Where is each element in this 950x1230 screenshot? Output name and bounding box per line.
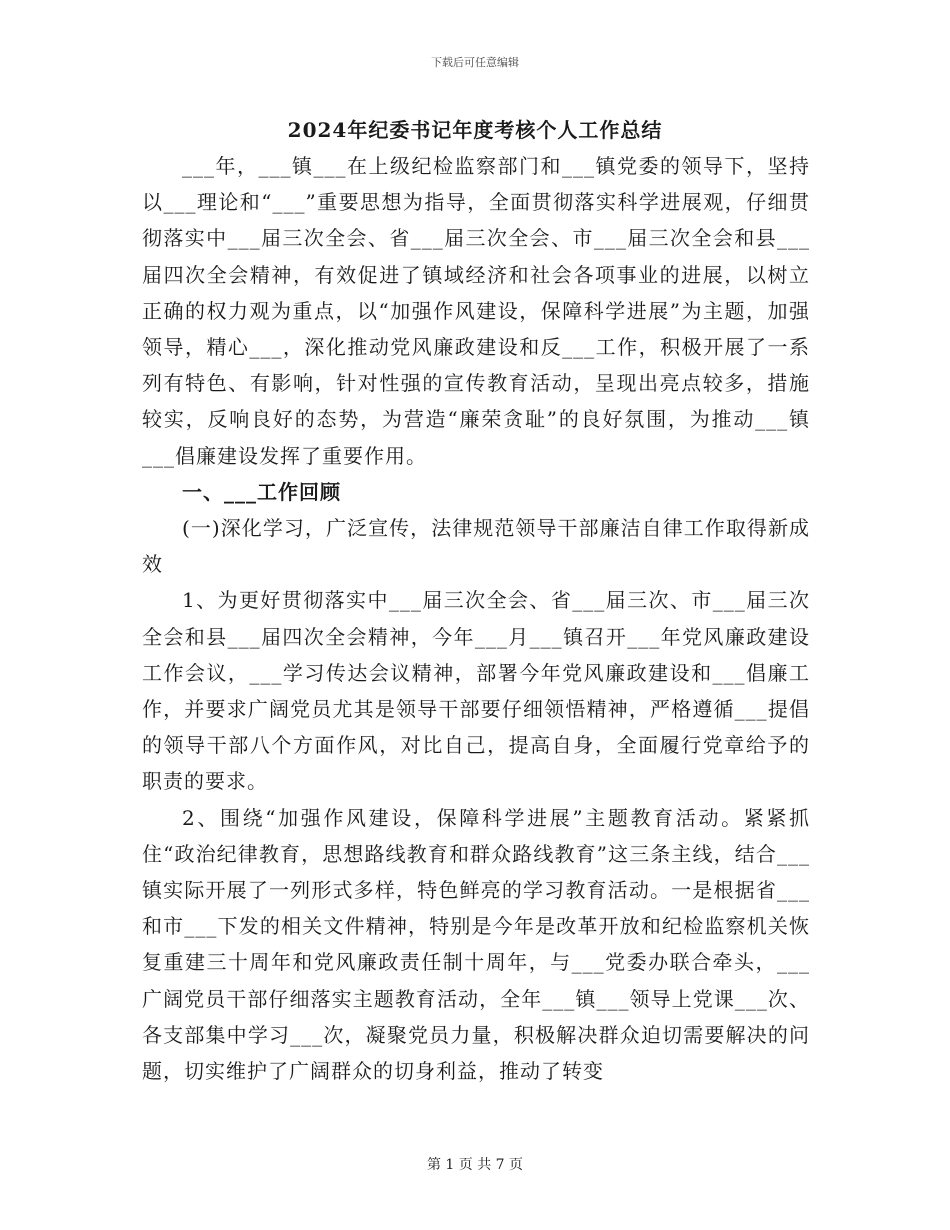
intro-paragraph: ___年，___镇___在上级纪检监察部门和___镇党委的领导下，坚持以___理论和“___”重要思想为指导，全面贯彻落实科学进展观，仔细贯彻落实中___届三次全会、省___届三次全会、市___届三次全会和县___届四次全会精神，有效促进了镇域经济和社会各项事业的进展，以树立正确的权力观为重点，以“加强作风建设，保障科学进展”为主题，加强领导，精心___，深化推动党风廉政建设和反___工作，积极开展了一系列有特色、有影响，针对性强的宣传教育活动，呈现出亮点较多，措施较实，反响良好的态势，为营造“廉荣贪耻”的良好氛围，为推动___镇___倡廉建设发挥了重要作用。 <box>142 154 810 468</box>
document-body <box>142 148 810 1089</box>
header-note: 下载后可任意编辑 <box>431 56 519 69</box>
section-heading: 一、___工作回顾 <box>182 479 341 504</box>
page-number: 第 1 页 共 7 页 <box>426 1157 524 1173</box>
subsection-heading: (一)深化学习，广泛宣传，法律规范领导干部廉洁自律工作取得新成效 <box>142 516 810 577</box>
item-paragraph-2: 2、围绕“加强作风建设，保障科学进展”主题教育活动。紧紧抓住“政治纪律教育，思想路线教育和群众路线教育”这三条主线，结合___镇实际开展了一列形式多样，特色鲜亮的学习教育活动。一是根据省___和市___下发的相关文件精神，特别是今年是改革开放和纪检监察机关恢复重建三十周年和党风廉政责任制十周年，与___党委办联合牵头，___广阔党员干部仔细落实主题教育活动，全年___镇___领导上党课___次、各支部集中学习___次，凝聚党员力量，积极解决群众迫切需要解决的问题，切实维护了广阔群众的切身利益，推动了转变 <box>142 805 810 1084</box>
document-title: 2024年纪委书记年度考核个人工作总结 <box>287 118 663 142</box>
item-paragraph-1: 1、为更好贯彻落实中___届三次全会、省___届三次、市___届三次全会和县___届四次全会精神，今年___月___镇召开___年党风廉政建设工作会议，___学习传达会议精神，部署今年党风廉政建设和___倡廉工作，并要求广阔党员尤其是领导干部要仔细领悟精神，严格遵循___提倡的领导干部八个方面作风，对比自己，提高自身，全面履行党章给予的职责的要求。 <box>142 588 810 794</box>
